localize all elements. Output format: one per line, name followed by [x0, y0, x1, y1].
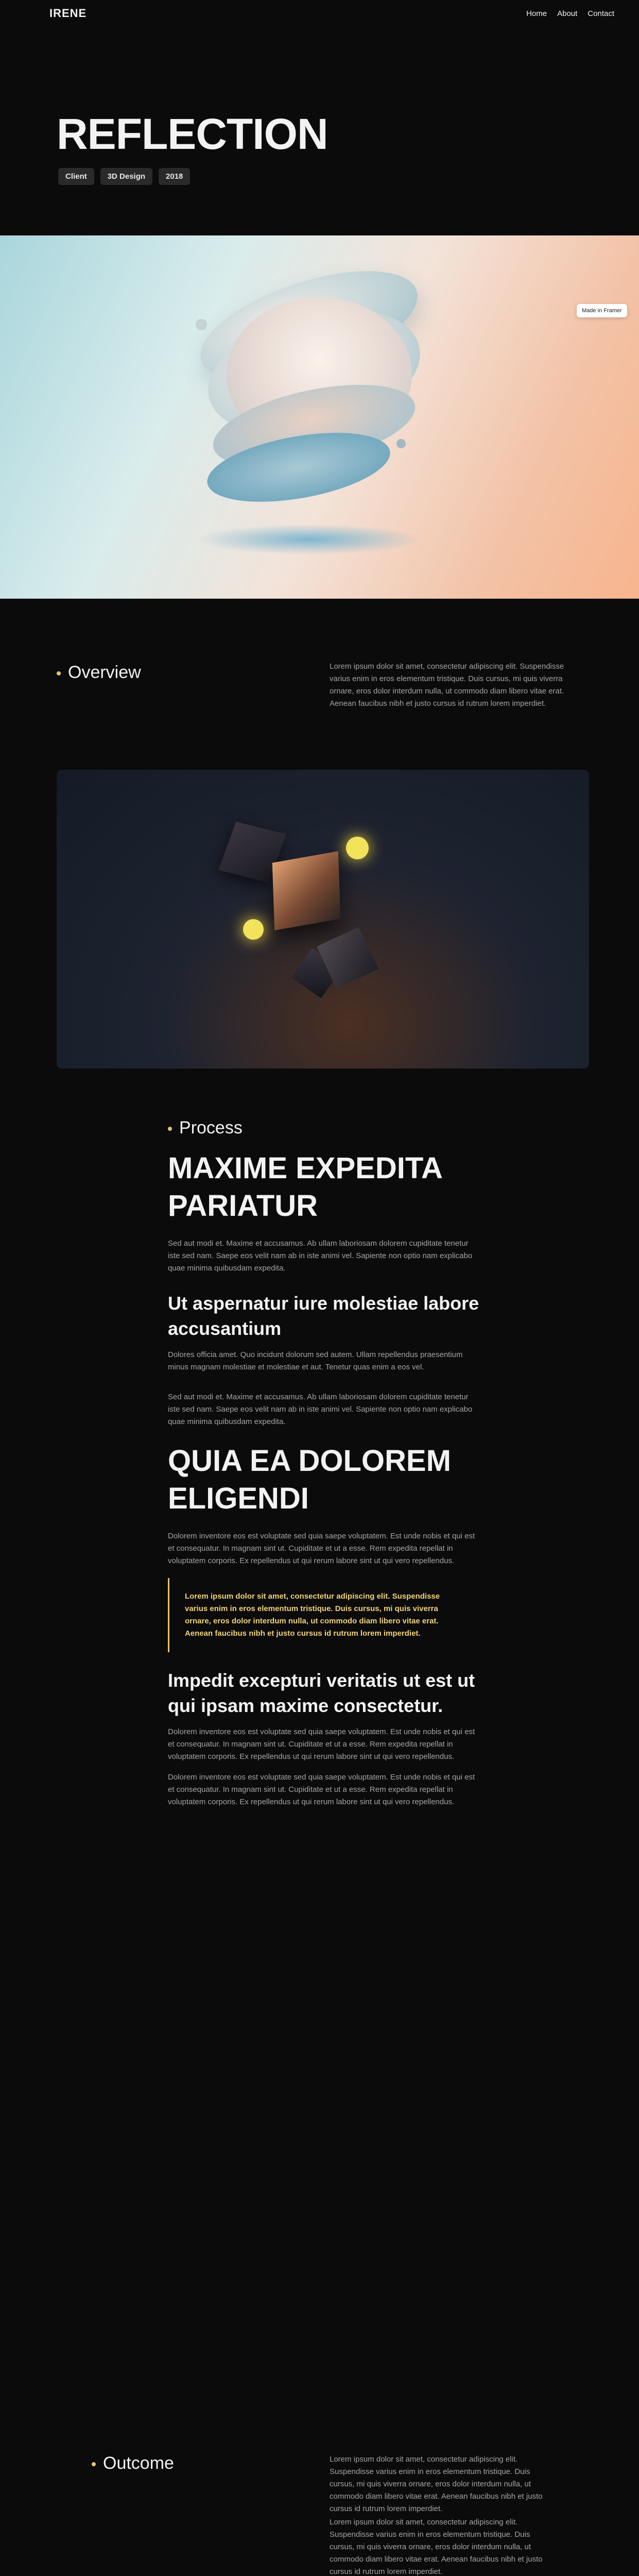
heading-2: Impedit excepturi veritatis ut est ut qui ipsam maxime consectetur. [168, 1670, 475, 1716]
paragraph: Sed aut modi et. Maxime et accusamus. Ab ullam laboriosam dolorem cupiditate tenetur iste sed nam. Saepe eos velit nam ab in iste animi vel. Sapiente non optio nam explicabo quae minima quibusdam expedita. [168, 1239, 473, 1273]
nav-link-about[interactable]: About [557, 9, 578, 18]
heading-1: MAXIME EXPEDITA PARIATUR [168, 1151, 442, 1223]
paragraph: Dolorem inventore eos est voluptate sed quia saepe voluptatem. Est unde nobis et qui est et consequatur. In magnam sint ut. Cupiditate et ut a esse. Rem expedita repellat in voluptatem corporis. Ex repellendus ut qui rerum labore sint ut qui vero repellendus. [168, 1727, 475, 1761]
heading-2: Ut aspernatur iure molestiae labore accusantium [168, 1293, 479, 1339]
overview-heading: Overview [57, 663, 141, 683]
nav-link-home[interactable]: Home [526, 9, 547, 18]
outcome-heading: Outcome [92, 2453, 174, 2473]
tag-category: 3D Design [100, 168, 152, 185]
top-nav [0, 0, 639, 27]
process-image [57, 770, 589, 1069]
nav-links [526, 9, 614, 18]
process-heading: Process [168, 1118, 480, 1138]
overview-text: Lorem ipsum dolor sit amet, consectetur adipiscing elit. Suspendisse varius enim in eros elementum tristique. Duis cursus, mi quis viverra ornare, eros dolor interdum nulla, ut commodo diam libero vitae erat. Aenean faucibus nibh et justo cursus id rutrum lorem imperdiet. [330, 662, 564, 708]
nav-link-contact[interactable]: Contact [588, 9, 614, 18]
paragraph: Dolorem inventore eos est voluptate sed quia saepe voluptatem. Est unde nobis et qui est et consequatur. In magnam sint ut. Cupiditate et ut a esse. Rem expedita repellat in voluptatem corporis. Ex repellendus ut qui rerum labore sint ut qui vero repellendus. [168, 1773, 475, 1806]
bullet-dot-icon [168, 1127, 172, 1131]
bullet-dot-icon [92, 2462, 96, 2466]
outcome-text: Lorem ipsum dolor sit amet, consectetur adipiscing elit. Suspendisse varius enim in eros elementum tristique. Duis cursus, mi quis viverra ornare, eros dolor interdum nulla, ut commodo diam libero vitae erat. Aenean faucibus nibh et justo cursus id rutrum lorem imperdiet. [330, 2518, 543, 2576]
outcome-text: Lorem ipsum dolor sit amet, consectetur adipiscing elit. Suspendisse varius enim in eros elementum tristique. Duis cursus, mi quis viverra ornare, eros dolor interdum nulla, ut commodo diam libero vitae erat. Aenean faucibus nibh et justo cursus id rutrum lorem imperdiet. [330, 2455, 543, 2513]
paragraph: Dolorem inventore eos est voluptate sed quia saepe voluptatem. Est unde nobis et qui est et consequatur. In magnam sint ut. Cupiditate et ut a esse. Rem expedita repellat in voluptatem corporis. Ex repellendus ut qui rerum labore sint ut qui vero repellendus. [168, 1532, 475, 1565]
quote-text: Lorem ipsum dolor sit amet, consectetur adipiscing elit. Suspendisse varius enim in eros elementum tristique. Duis cursus, mi quis viverra ornare, eros dolor interdum nulla, ut commodo diam libero vitae erat. Aenean faucibus nibh et justo cursus id rutrum lorem imperdiet. [185, 1592, 440, 1638]
tag-year: 2018 [159, 168, 190, 185]
tag-client: Client [58, 168, 94, 185]
paragraph: Sed aut modi et. Maxime et accusamus. Ab ullam laboriosam dolorem cupiditate tenetur iste sed nam. Saepe eos velit nam ab in iste animi vel. Sapiente non optio nam explicabo quae minima quibusdam expedita. [168, 1393, 473, 1426]
blockquote [168, 1578, 480, 1652]
bullet-dot-icon [57, 671, 61, 675]
page-title: REFLECTION [57, 110, 328, 158]
logo[interactable]: IRENE [49, 7, 87, 20]
hero-image [0, 235, 639, 599]
project-tags [58, 168, 190, 185]
made-in-framer-badge[interactable]: Made in Framer [577, 304, 627, 317]
paragraph: Dolores officia amet. Quo incidunt dolorum sed autem. Ullam repellendus praesentium minus magnam molestiae et molestiae et aut. Tenetur quas enim a eos vel. [168, 1350, 463, 1371]
heading-1: QUIA EA DOLOREM ELIGENDI [168, 1444, 451, 1515]
